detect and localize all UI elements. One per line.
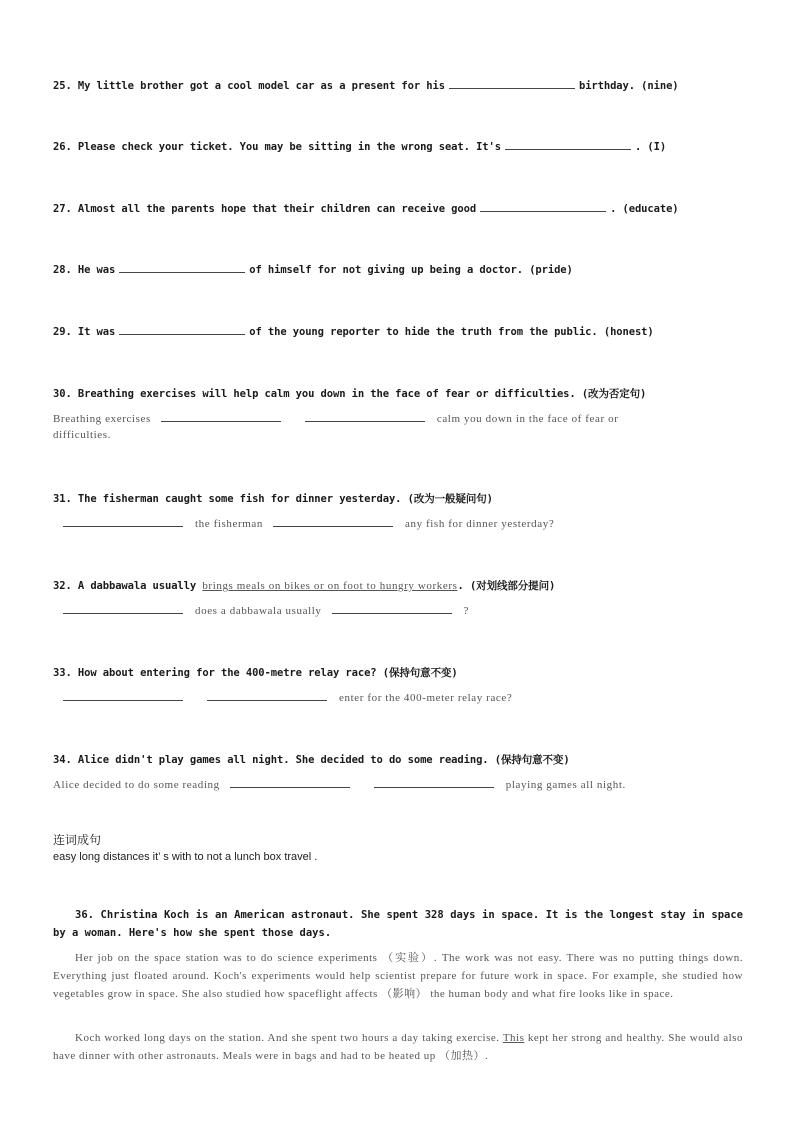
- question-29: [53, 324, 654, 338]
- q26-text-pre: 26. Please check your ticket. You may be sitting in the wrong seat. It's: [53, 141, 501, 153]
- q31-answer-mid: the fisherman: [195, 518, 263, 530]
- q30-blank-1[interactable]: [161, 411, 281, 422]
- section-title: 连词成句: [53, 833, 102, 847]
- q36-paragraph-1: Her job on the space station was to do science experiments （实验）. The work was not easy. There was no putting things down. Everything just floated around. Koch's experiments would help scientist prepare for future work in space. For example, she studied how vegetables grow in space. She also studied how spaceflight affects （影响） the human body and what fire looks like in space.: [53, 952, 743, 1000]
- q30-answer-line: [53, 411, 619, 425]
- q28-blank[interactable]: [119, 262, 245, 273]
- q31-blank-1[interactable]: [63, 516, 183, 527]
- q36-p2-pre: Koch worked long days on the station. And she spent two hours a day taking exercise.: [75, 1032, 503, 1044]
- q32-question-pre: 32. A dabbawala usually: [53, 580, 203, 592]
- q28-text-pre: 28. He was: [53, 264, 116, 276]
- q33-blank-1[interactable]: [63, 690, 183, 701]
- q25-text-pre: 25. My little brother got a cool model car as a present for his: [53, 80, 445, 92]
- q36-p2-post: kept her strong and healthy. She would also have dinner with other astronauts. Meals were in bags and had to be heated up （加热）.: [53, 1032, 743, 1062]
- q31-blank-2[interactable]: [273, 516, 393, 527]
- q29-blank[interactable]: [119, 324, 245, 335]
- q25-text-post: birthday. (nine): [578, 80, 679, 92]
- q27-text-post: . (educate): [610, 203, 679, 215]
- question-27: [53, 201, 679, 215]
- question-33: 33. How about entering for the 400-metre relay race? (保持句意不变): [53, 667, 458, 679]
- q30-blank-2[interactable]: [305, 411, 425, 422]
- q34-answer-pre: Alice decided to do some reading: [53, 779, 220, 791]
- q26-text-post: . (I): [634, 141, 667, 153]
- q34-answer-post: playing games all night.: [505, 779, 626, 791]
- q28-text-post: of himself for not giving up being a doctor. (pride): [249, 264, 573, 276]
- word-list: easy long distances it’ s with to not a lunch box travel .: [53, 851, 318, 863]
- q33-answer-line: [63, 690, 512, 704]
- q31-answer-post: any fish for dinner yesterday?: [404, 518, 555, 530]
- q32-answer-mid: does a dabbawala usually: [195, 605, 322, 617]
- q26-blank[interactable]: [505, 139, 631, 150]
- q33-answer-post: enter for the 400-meter relay race?: [339, 692, 513, 704]
- q30-answer-post: calm you down in the face of fear or: [436, 413, 619, 425]
- q36-p2-underlined: This: [502, 1032, 525, 1044]
- q31-answer-line: [63, 516, 554, 530]
- q32-blank-1[interactable]: [63, 603, 183, 614]
- q34-blank-2[interactable]: [374, 777, 494, 788]
- q34-answer-line: [53, 777, 626, 791]
- question-31: 31. The fisherman caught some fish for dinner yesterday. (改为一般疑问句): [53, 493, 493, 505]
- question-34: 34. Alice didn't play games all night. She decided to do some reading. (保持句意不变): [53, 754, 570, 766]
- q29-text-post: of the young reporter to hide the truth from the public. (honest): [249, 326, 654, 338]
- q33-blank-2[interactable]: [207, 690, 327, 701]
- q32-blank-2[interactable]: [332, 603, 452, 614]
- question-28: [53, 262, 573, 276]
- q27-blank[interactable]: [480, 201, 606, 212]
- q30-answer-pre: Breathing exercises: [53, 413, 151, 425]
- question-36-intro: 36. Christina Koch is an American astronaut. She spent 328 days in space. It is the longest stay in space by a woman. Here's how she spent those days.: [53, 909, 743, 939]
- question-26: [53, 139, 666, 153]
- q29-text-pre: 29. It was: [53, 326, 116, 338]
- q32-underlined-part: brings meals on bikes or on foot to hungry workers: [202, 580, 458, 592]
- q32-answer-post: ?: [463, 605, 469, 617]
- q30-answer-line-2: difficulties.: [53, 429, 112, 441]
- question-25: [53, 78, 679, 92]
- q34-blank-1[interactable]: [230, 777, 350, 788]
- q25-blank[interactable]: [449, 78, 575, 89]
- q36-paragraph-2: [53, 1029, 743, 1065]
- q32-question-post: . (对划线部分提问): [457, 580, 556, 592]
- q32-answer-line: [63, 603, 469, 617]
- question-32: [53, 578, 555, 593]
- question-30: 30. Breathing exercises will help calm you down in the face of fear or difficulties. (改为否定句): [53, 388, 647, 400]
- q27-text-pre: 27. Almost all the parents hope that their children can receive good: [53, 203, 477, 215]
